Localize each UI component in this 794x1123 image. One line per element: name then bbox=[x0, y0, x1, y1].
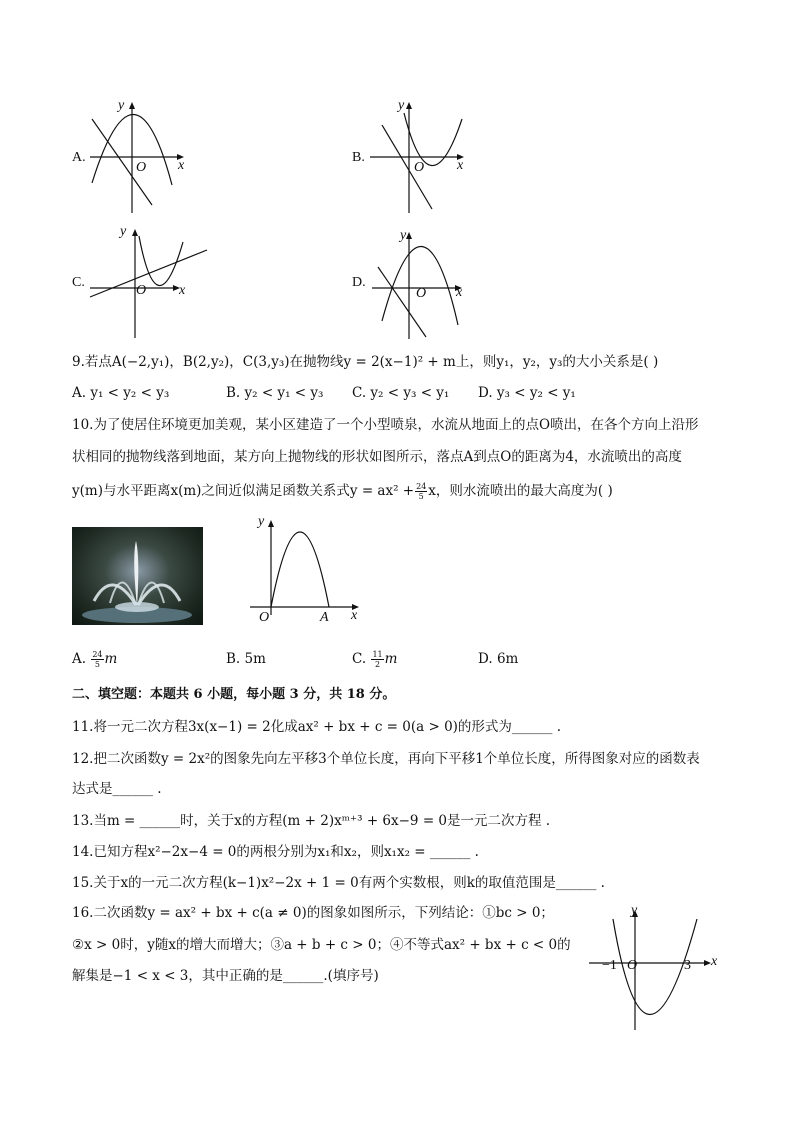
q10-option-b: B. 5m bbox=[226, 651, 266, 667]
q13: 13.当m = ______时，关于x的方程(m + 2)xᵐ⁺³ + 6x−9 = 0是一元二次方程 . bbox=[72, 813, 551, 829]
option-d-label: D. bbox=[352, 275, 366, 290]
q9-stem: 9.若点A(−2,y₁)，B(2,y₂)，C(3,y₃)在抛物线y = 2(x−1)² + m上，则y₁，y₂，y₃的大小关系是( ) bbox=[72, 354, 659, 370]
q10-line1: 10.为了使居住环境更加美观，某小区建造了一个小型喷泉，水流从地面上的点O喷出，在各个方向上沿形 bbox=[72, 417, 699, 433]
q16-graph-y: y bbox=[631, 903, 638, 918]
q16-line3: 解集是−1 < x < 3，其中正确的是______.(填序号) bbox=[72, 968, 379, 984]
graph-b-y: y bbox=[398, 98, 405, 113]
q16-line1: 16.二次函数y = ax² + bx + c(a ≠ 0)的图象如图所示，下列结论：①bc > 0； bbox=[72, 905, 554, 921]
q10-graph-o: O bbox=[259, 610, 270, 625]
q10-graph-y: y bbox=[258, 514, 265, 529]
q16-line2: ②x > 0时，y随x的增大而增大；③a + b + c > 0；④不等式ax² + bx + c < 0的 bbox=[72, 937, 571, 953]
graph-c-y: y bbox=[120, 224, 127, 239]
q10-graph-a: A bbox=[320, 610, 329, 625]
q10-fraction: $\frac{24}{5}$ bbox=[416, 482, 427, 501]
graph-d-y: y bbox=[400, 228, 407, 243]
q15: 15.关于x的一元二次方程(k−1)x²−2x + 1 = 0有两个实数根，则k的取值范围是______ . bbox=[72, 875, 605, 891]
q10-line3 bbox=[72, 482, 613, 501]
graph-d-x: x bbox=[456, 285, 463, 300]
graph-a-x: x bbox=[178, 158, 185, 173]
option-a-label: A. bbox=[72, 150, 86, 165]
graph-a-y: y bbox=[118, 98, 125, 113]
q9-option-a: A. y₁ < y₂ < y₃ bbox=[72, 385, 170, 401]
fountain-photo bbox=[72, 527, 203, 625]
q10-line2: 状相同的抛物线落到地面，某方向上抛物线的形状如图所示，落点A到点O的距离为4，水流喷出的高度 bbox=[72, 449, 682, 465]
graph-b-o: O bbox=[414, 160, 425, 175]
q9-option-c: C. y₂ < y₃ < y₁ bbox=[352, 385, 450, 401]
q16-graph-three: 3 bbox=[684, 958, 691, 973]
option-c-label: C. bbox=[72, 275, 85, 290]
q16-graph-neg1: −1 bbox=[602, 958, 617, 973]
q14: 14.已知方程x²−2x−4 = 0的两根分别为x₁和x₂，则x₁x₂ = ______ . bbox=[72, 844, 479, 860]
q10-option-c: C. $\frac{11}{2}$ m bbox=[352, 650, 398, 669]
q10-option-d: D. 6m bbox=[478, 651, 519, 667]
q11: 11.将一元二次方程3x(x−1) = 2化成ax² + bx + c = 0(a > 0)的形式为______ . bbox=[72, 719, 562, 735]
graph-c-o: O bbox=[136, 283, 147, 298]
graph-b-x: x bbox=[457, 158, 464, 173]
graph-a-o: O bbox=[136, 160, 147, 175]
graph-d-o: O bbox=[416, 286, 427, 301]
q12-line1: 12.把二次函数y = 2x²的图象先向左平移3个单位长度，再向下平移1个单位长度，所得图象对应的函数表 bbox=[72, 751, 700, 767]
q10-graph-x: x bbox=[351, 608, 358, 623]
q16-graph-o: O bbox=[627, 958, 638, 973]
q10-line3-b: x，则水流喷出的最大高度为( ) bbox=[428, 483, 613, 499]
q9-option-d: D. y₃ < y₂ < y₁ bbox=[478, 385, 576, 401]
section-title: 二、填空题：本题共 6 小题，每小题 3 分，共 18 分。 bbox=[72, 687, 396, 702]
graph-b bbox=[362, 95, 482, 220]
q10-option-a: A. $\frac{24}{5}$ m bbox=[72, 650, 118, 669]
q10-line3-a: y(m)与水平距离x(m)之间近似满足函数关系式y = ax² + bbox=[72, 483, 415, 499]
option-b-label: B. bbox=[352, 150, 365, 165]
q16-graph-x: x bbox=[711, 954, 718, 969]
graph-c-x: x bbox=[179, 283, 186, 298]
q9-option-b: B. y₂ < y₁ < y₃ bbox=[226, 385, 324, 401]
graph-c bbox=[85, 222, 215, 342]
q12-line2: 达式是______ . bbox=[72, 781, 162, 797]
